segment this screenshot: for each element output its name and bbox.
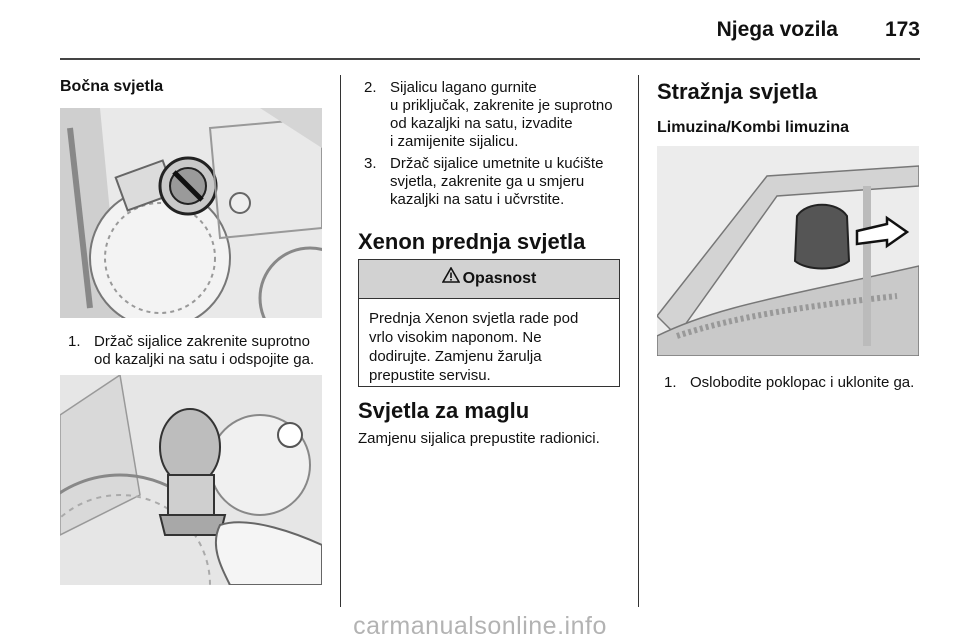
- column-divider-1: [340, 75, 341, 607]
- warning-triangle-icon: [442, 260, 460, 298]
- figure-rear-light-cover: [657, 146, 919, 356]
- watermark: carmanualsonline.info: [353, 612, 607, 640]
- heading-xenon: Xenon prednja svjetla: [358, 229, 586, 254]
- subheading-sedan-hatchback: Limuzina/Kombi limuzina: [657, 119, 850, 136]
- fog-lights-text: Zamjenu sijalica prepustite radionici.: [358, 430, 600, 447]
- warning-header: [359, 260, 619, 299]
- figure-side-light-holder: [60, 108, 322, 318]
- figure-side-light-bulb: [60, 375, 322, 585]
- header-rule: [60, 58, 920, 60]
- heading-rear-lights: Stražnja svjetla: [657, 79, 818, 104]
- heading-fog-lights: Svjetla za maglu: [358, 398, 530, 423]
- running-title: Njega vozila: [716, 18, 838, 41]
- heading-side-lights: Bočna svjetla: [60, 78, 164, 95]
- column-divider-2: [638, 75, 639, 607]
- warning-text: Prednja Xenon svjetla rade pod vrlo visokim naponom. Ne dodirujte. Zamjenu žarulja prepustite servisu.: [369, 310, 579, 384]
- warning-box: [358, 259, 620, 387]
- page-header: [0, 0, 960, 60]
- page-number: 173: [884, 18, 920, 41]
- warning-title: Opasnost: [462, 270, 537, 288]
